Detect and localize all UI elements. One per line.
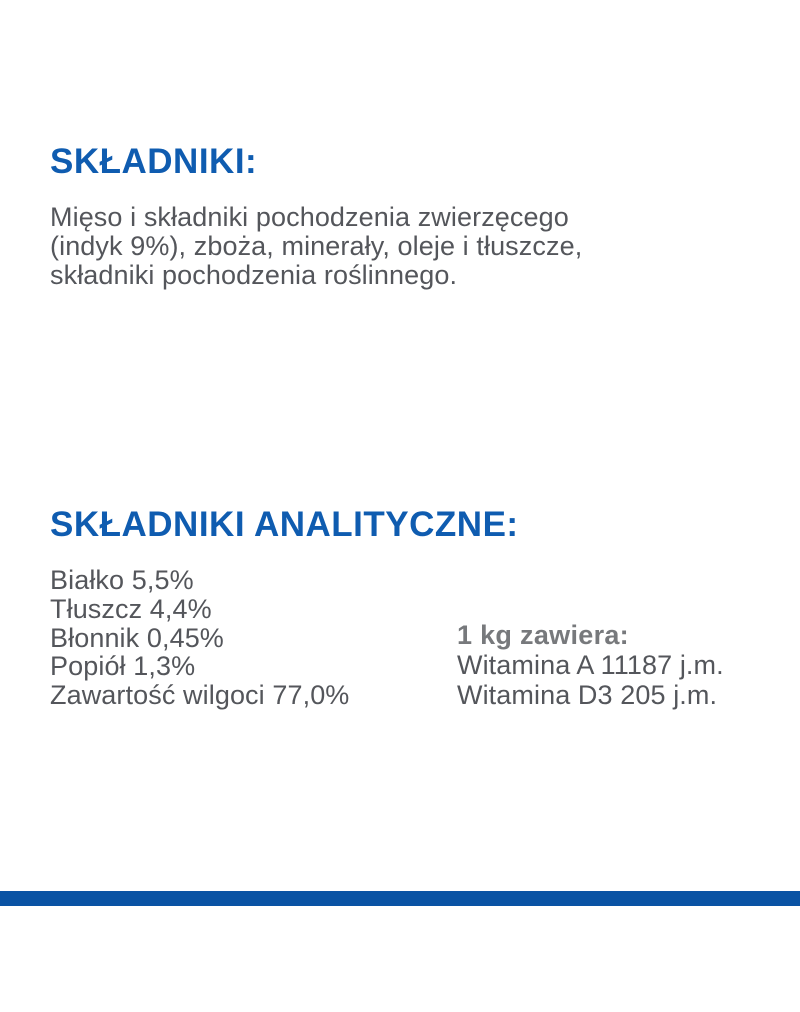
analytical-value-item: Zawartość wilgoci 77,0% [50,680,350,711]
ingredients-description-line: Mięso i składniki pochodzenia zwierzęcego [50,202,569,232]
per-kg-item: Witamina A 11187 j.m. [457,649,724,680]
ingredients-description [50,203,582,289]
analytical-value-item: Tłuszcz 4,4% [50,593,212,624]
analytical-value-item: Błonnik 0,45% [50,622,224,653]
analytical-value-item: Białko 5,5% [50,565,194,595]
per-kg-title: 1 kg zawiera: [457,620,629,650]
ingredients-description-line: (indyk 9%), zboża, minerały, oleje i tłuszcze, [50,230,583,261]
ingredients-section-title: SKŁADNIKI: [50,142,258,181]
analytical-section-title: SKŁADNIKI ANALITYCZNE: [50,505,519,544]
footer-accent-bar [0,891,800,906]
per-kg-contents [457,621,724,710]
per-kg-item: Witamina D3 205 j.m. [457,679,718,710]
analytical-values-list [50,566,349,710]
analytical-value-item: Popiół 1,3% [50,651,196,682]
ingredients-description-line: składniki pochodzenia roślinnego. [50,259,458,290]
